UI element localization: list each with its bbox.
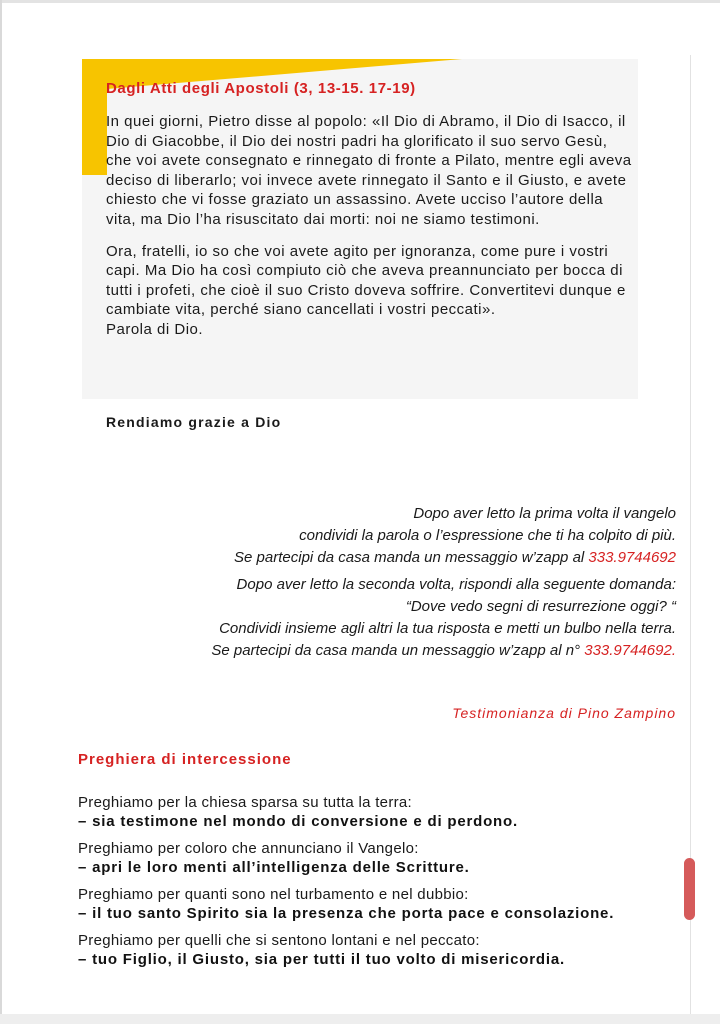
intention-response: – tuo Figlio, il Giusto, sia per tutti il tuo volto di misericordia. bbox=[78, 951, 565, 968]
page-left-border bbox=[0, 0, 2, 1024]
instruction-line: Dopo aver letto la seconda volta, rispondi alla seguente domanda: bbox=[236, 576, 676, 594]
intention-text: Preghiamo per quelli che si sentono lontani e nel peccato: bbox=[78, 932, 480, 949]
intention-response: – il tuo santo Spirito sia la presenza che porta pace e consolazione. bbox=[78, 905, 615, 922]
instructions-second-reading bbox=[56, 574, 676, 661]
page-top-border bbox=[0, 0, 720, 3]
instruction-line: Condividi insieme agli altri la tua risposta e metti un bulbo nella terra. bbox=[219, 619, 676, 637]
prayer-title: Preghiera di intercessione bbox=[78, 751, 292, 768]
instruction-line bbox=[56, 547, 676, 569]
page-bottom-border bbox=[0, 1014, 720, 1024]
instruction-line bbox=[56, 640, 676, 662]
intention-text: Preghiamo per quanti sono nel turbamento e nel dubbio: bbox=[78, 886, 469, 903]
intention-response: – sia testimone nel mondo di conversione e di perdono. bbox=[78, 813, 518, 830]
phone-number: 333.9744692 bbox=[588, 548, 676, 566]
instructions-first-reading bbox=[56, 503, 676, 568]
intentions-list bbox=[78, 793, 678, 970]
reading-title: Dagli Atti degli Apostoli (3, 13-15. 17-19) bbox=[106, 80, 416, 97]
intention-item bbox=[78, 931, 678, 970]
scrollbar-thumb[interactable] bbox=[684, 858, 695, 920]
intention-response: – apri le loro menti all’intelligenza delle Scritture. bbox=[78, 859, 470, 876]
instruction-text: Se partecipi da casa manda un messaggio w’zapp al bbox=[234, 548, 589, 566]
reading-closing: Parola di Dio. bbox=[106, 320, 204, 338]
instruction-line: condividi la parola o l’espressione che ti ha colpito di più. bbox=[299, 526, 676, 544]
intention-item bbox=[78, 793, 678, 832]
sharing-instructions bbox=[56, 503, 676, 662]
intention-item bbox=[78, 885, 678, 924]
testimony-label: Testimonianza di Pino Zampino bbox=[452, 705, 676, 721]
instruction-text: Se partecipi da casa manda un messaggio w’zapp al n° bbox=[211, 641, 585, 659]
reading-paragraph-2 bbox=[106, 242, 636, 340]
instruction-line: Dopo aver letto la prima volta il vangelo bbox=[413, 505, 676, 522]
reading-paragraph-1: In quei giorni, Pietro disse al popolo: «Il Dio di Abramo, il Dio di Isacco, il Dio di Giacobbe, il Dio dei nostri padri ha glorificato il suo servo Gesù, che voi avete consegnato e rinnegato di fronte a Pilato, mentre egli aveva deciso di liberarlo; voi invece avete rinnegato il Santo e il Giusto, e avete chiesto che vi fosse graziato un assassino. Avete ucciso l’autore della vita, ma Dio l’ha risuscitato dai morti: noi ne siamo testimoni. bbox=[106, 113, 632, 228]
intention-text: Preghiamo per coloro che annunciano il Vangelo: bbox=[78, 840, 419, 857]
intention-text: Preghiamo per la chiesa sparsa su tutta la terra: bbox=[78, 794, 413, 811]
intention-item bbox=[78, 839, 678, 878]
reading-text bbox=[106, 112, 636, 340]
reading-paragraph-2-text: Ora, fratelli, io so che voi avete agito per ignoranza, come pure i vostri capi. Ma Dio ha così compiuto ciò che aveva preannunciato per bocca di tutti i profeti, che cioè il suo Cristo doveva soffrire. Convertitevi dunque e cambiate vita, perché siano cancellati i vostri peccati». bbox=[106, 242, 626, 319]
instruction-question: “Dove vedo segni di resurrezione oggi? “ bbox=[405, 598, 676, 616]
phone-number: 333.9744692. bbox=[584, 641, 676, 659]
reading-response: Rendiamo grazie a Dio bbox=[106, 414, 282, 430]
